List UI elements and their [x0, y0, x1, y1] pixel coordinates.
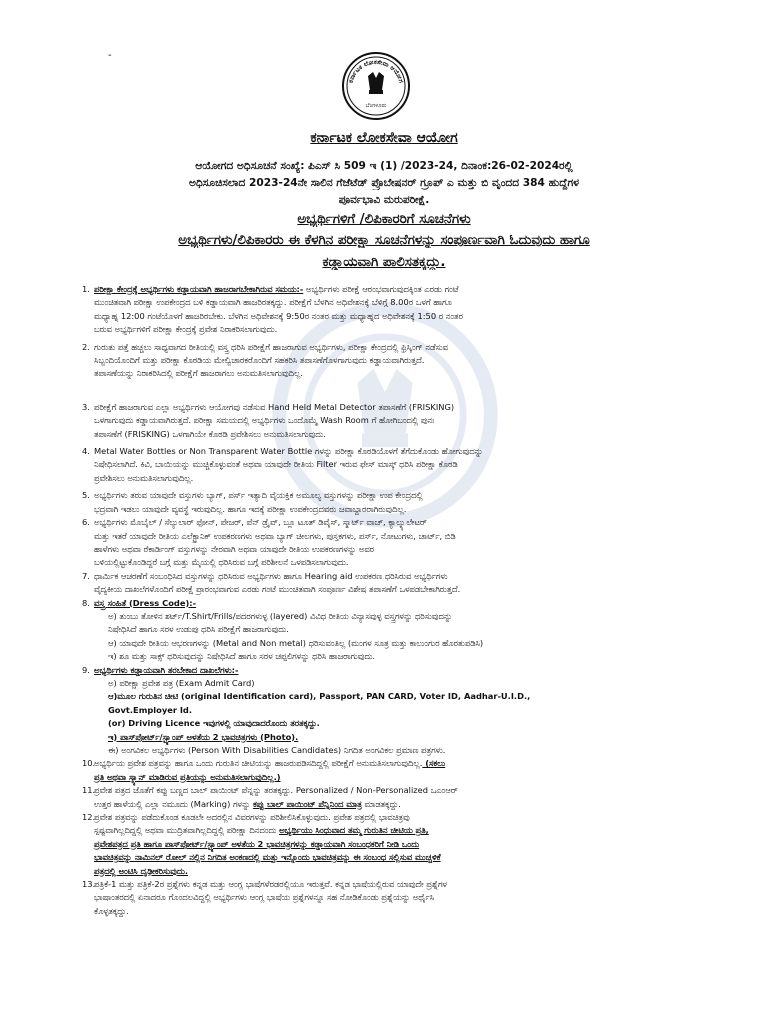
- instructions-list: [82, 283, 687, 918]
- item-sub: ಆ) ಯಾವುದೇ ರೀತಿಯ ಆಭರಣಗಳನ್ನು (Metal and Non metal) ಧರಿಸುವಂತಿಲ್ಲ (ಮಂಗಳ ಸೂತ್ರ ಮತ್ತು ಕಾಲುಂಗುರ ಹೊರತುಪಡಿಸಿ): [108, 637, 484, 648]
- item-number: 13.: [82, 879, 96, 890]
- item-sub: ಅ) ಪರೀಕ್ಷಾ ಪ್ರವೇಶ ಪತ್ರ (Exam Admit Card): [108, 677, 255, 688]
- item-number: 10.: [82, 758, 96, 769]
- item-text: ಅಭ್ಯರ್ಥಿಗಳು ಪರೀಕ್ಷೆ ಆರಂಭವಾಗುವುದಕ್ಕಿಂತ ಎರಡು ಗಂಟೆ ಮುಂಚಿತವಾಗಿ ಪರೀಕ್ಷಾ ಉಪಕೇಂದ್ರದ ಬಳಿ ಕಡ್ಡಾಯವಾಗಿ ಹಾಜರಿರತಕ್ಕದ್ದು. ಪರೀಕ್ಷೆಗೆ ಬೆಳಗಿನ ಅಧಿವೇಶನಕ್ಕೆ ಬೆಳಿಗ್ಗೆ 8.00ರ ಒಳಗೆ ಹಾಗೂ ಮಧ್ಯಾಹ್ನ 12:00 ಗಂಟೆಯೊಳಗೆ ಹಾಜರಿರಬೇಕು. ಬೆಳಗಿನ ಅಧಿವೇಶನಕ್ಕೆ 9:50ರ ನಂತರ ಮತ್ತು ಮಧ್ಯಾಹ್ನದ ಅಧಿವೇಶನಕ್ಕೆ 1:50 ರ ನಂತರ ಬರುವ ಅಭ್ಯರ್ಥಿಗಳಿಗೆ ಪರೀಕ್ಷಾ ಕೇಂದ್ರಕ್ಕೆ ಪ್ರವೇಶ ನಿರಾಕರಿಸಲಾಗುವುದು.: [94, 284, 463, 335]
- item-number: 6.: [82, 517, 90, 528]
- item-text: ಅಭ್ಯರ್ಥಿಯ ಪ್ರವೇಶ ಪತ್ರವನ್ನು ಹಾಗೂ ಒಂದು ಗುರುತಿನ ಚೀಟಿಯನ್ನು ಹಾಜರುಪಡಿಸದಿದ್ದಲ್ಲಿ ಪರೀಕ್ಷೆಗೆ ಅನುಮತಿಸಲಾಗುವುದಿಲ್ಲ.: [94, 758, 423, 769]
- item-lead: ವಸ್ತ್ರ ಸಂಹಿತೆ (Dress Code):-: [94, 597, 197, 608]
- list-item: [82, 516, 687, 570]
- item-lead: ಪರೀಕ್ಷಾ ಕೇಂದ್ರಕ್ಕೆ ಅಭ್ಯರ್ಥಿಗಳು ಕಡ್ಡಾಯವಾಗಿ ಹಾಜರಾಗಬೇಕಾಗಿರುವ ಸಮಯ:-: [94, 284, 304, 294]
- item-tail: ಕಪ್ಪು ಬಾಲ್ ಪಾಯಿಂಟ್ ಪೆನ್ನಿನಿಂದ ಮಾತ್ರ: [252, 798, 362, 809]
- item-sub: (or) Driving Licence ಇವುಗಳಲ್ಲಿ ಯಾವುದಾದರೊಂದು ತರತಕ್ಕದ್ದು.: [108, 718, 320, 729]
- svg-text:ಕರ್ನಾಟಕ ಲೋಕಸೇವಾ ಆಯೋಗ: ಕರ್ನಾಟಕ ಲೋಕಸೇವಾ ಆಯೋಗ: [347, 58, 405, 84]
- item-number: 9.: [82, 664, 90, 675]
- notification-line-2: ಅಧಿಸೂಚಿಸಲಾದ 2023-24ನೇ ಸಾಲಿನ ಗೆಜೆಟೆಡ್ ಪ್ರೊಬೇಷನರ್ ಗ್ರೂಪ್ ಎ ಮತ್ತು ಬಿ ವೃಂದದ 384 ಹುದ್ದೆಗಳ: [188, 177, 580, 189]
- item-number: 12.: [82, 812, 96, 823]
- doc-title: ಕರ್ನಾಟಕ ಲೋಕಸೇವಾ ಆಯೋಗ: [310, 130, 458, 146]
- item-text: ಪ್ರವೇಶ ಪತ್ರದ ಜೊತೆಗೆ ಕಪ್ಪು ಬಣ್ಣದ ಬಾಲ್ ಪಾಯಿಂಟ್ ಪೆನ್ನನ್ನು ತರತಕ್ಕದ್ದು. Personalized / Non-Personalized ಒಎಂಆರ್ ಉತ್ತರ ಹಾಳೆಯಲ್ಲಿ ಎಲ್ಲಾ ನಮೂದು (Marking) ಗಳನ್ನು: [94, 785, 458, 809]
- item-number: 4.: [82, 446, 90, 457]
- item-number: 2.: [82, 341, 90, 352]
- list-item: [82, 570, 687, 597]
- instructions-heading: ಅಭ್ಯರ್ಥಿಗಳಿಗೆ /ಲಿಪಿಕಾರರಿಗೆ ಸೂಚನೆಗಳು: [297, 212, 471, 227]
- list-item: [82, 597, 687, 664]
- item-text: ಪ್ರವೇಶ ಪತ್ರವನ್ನು ಪಡೆದುಕೊಂಡ ಕೂಡಲೇ ಅದರಲ್ಲಿನ ವಿವರಗಳನ್ನು ಪರಿಶೀಲಿಸಿಕೊಳ್ಳುವುದು. ಪ್ರವೇಶ ಪತ್ರದಲ್ಲಿ ಭಾವಚಿತ್ರವು ಸ್ಪಷ್ಟವಾಗಿಲ್ಲದಿದ್ದಲ್ಲಿ ಅಥವಾ ಮುದ್ರಿತವಾಗಿಲ್ಲದಿದ್ದಲ್ಲಿ ಪರೀಕ್ಷಾ ದಿನದಂದು: [94, 812, 410, 836]
- item-tail: (ಸಕಲು ಪ್ರತಿ ಅಥವಾ ಸ್ಕ್ಯಾನ್ ಮಾಡಿರುವ ಪ್ರತಿಯನ್ನು ಅನುಮತಿಸಲಾಗುವುದಿಲ್ಲ.): [94, 758, 446, 782]
- item-number: 5.: [82, 490, 90, 501]
- list-item: [82, 878, 687, 918]
- svg-text:ಬೆಂಗಳೂರು: ಬೆಂಗಳೂರು: [365, 103, 387, 109]
- list-item: [82, 489, 687, 516]
- item-text: ಧಾರ್ಮಿಕ ಆಚರಣೆಗೆ ಸಂಬಂಧಿಸಿದ ವಸ್ತುಗಳನ್ನು ಧರಿಸಿರುವ ಅಭ್ಯರ್ಥಿಗಳು ಹಾಗೂ Hearing aid ಉಪಕರಣ ಧರಿಸಿರುವ ಅಭ್ಯರ್ಥಿಗಳು ವೈದ್ಯಕೀಯ ದಾಖಲೆಗಳೊಂದಿಗೆ ಪರೀಕ್ಷೆ ಪ್ರಾರಂಭವಾಗುವ ಎರಡು ಗಂಟೆ ಮುಂಚಿತವಾಗಿ ಸಂಪೂರ್ಣ ವಿಶೇಷ ತಪಾಸಣೆಗೆ ಒಳಪಡಬೇಕಾಗಿರುತ್ತದೆ.: [94, 570, 461, 595]
- item-sub: ಇ) ಶೂ ಮತ್ತು ಸಾಕ್ಸ್ ಧರಿಸುವುದನ್ನು ನಿಷೇಧಿಸಿದೆ ಹಾಗೂ ಸರಳ ಚಪ್ಪಲಿಗಳನ್ನು ಧರಿಸಿ ಹಾಜರಾಗುವುದು.: [108, 651, 376, 662]
- item-number: 1.: [82, 284, 90, 294]
- item-text: ಅಭ್ಯರ್ಥಿಗಳು ಮೊಬೈಲ್ / ಸೆಲ್ಯುಲಾರ್ ಫೋನ್, ಪೇಜರ್, ಪೆನ್ ಡ್ರೈವ್, ಬ್ಲೂ ಟೂತ್ ಡಿವೈಸ್, ಸ್ಮಾರ್ಟ್ ವಾಚ್, ಕ್ಯಾಲ್ಕ್ಯುಲೇಟರ್ ಮತ್ತು ಇತರೆ ಯಾವುದೇ ರೀತಿಯ ಎಲೆಕ್ಟ್ರಾನಿಕ್ ಉಪಕರಣಗಳು ಅಥವಾ ಬ್ಯಾಗ್ ಚೀಲಗಳು, ಪುಸ್ತಕಗಳು, ಪರ್ಸ್, ನೋಟುಗಳು, ಚಾರ್ಟ್, ಬಿಡಿ ಹಾಳೆಗಳು ಅಥವಾ ರೆಕಾರ್ಡಿಂಗ್ ವಸ್ತುಗಳನ್ನು ನೇರವಾಗಿ ಅಥವಾ ಯಾವುದೇ ರೀತಿಯ ಉಪಕರಣಗಳನ್ನು ಅವರ ಬಳಿಯಲ್ಲಿಟ್ಟುಕೊಂಡಿದ್ದರೆ ಬಗ್ಗೆ ಮತ್ತು ಮೈಯಲ್ಲಿ ಧರಿಸಿರುವ ಬಗ್ಗೆ ಪರಿಶೀಲನೆ ಒಳಪಡಿಸಲಾಗುವುದು.: [94, 517, 456, 568]
- instructions-subheading-1: ಅಭ್ಯರ್ಥಿಗಳು/ಲಿಪಿಕಾರರು ಈ ಕೆಳಗಿನ ಪರೀಕ್ಷಾ ಸೂಚನೆಗಳನ್ನು ಸಂಪೂರ್ಣವಾಗಿ ಓದುವುದು ಹಾಗೂ: [178, 233, 590, 248]
- item-sub: ಅ) ತುಂಬು ತೋಳಿನ ಶರ್ಟ್/T.Shirt/Frills/ಪದರಗಳುಳ್ಳ (layered) ವಿವಿಧ ರೀತಿಯ ವಿನ್ಯಾಸವುಳ್ಳ ವಸ್ತ್ರಗಳನ್ನು ಧರಿಸುವುದನ್ನು ನಿಷೇಧಿಸಿದೆ ಹಾಗೂ ಸರಳ ಉಡುಪು ಧರಿಸಿ ಪರೀಕ್ಷೆಗೆ ಹಾಜರಾಗುವುದು.: [108, 610, 453, 635]
- item-text: ಗುರುತು ಪತ್ತೆ ಹಚ್ಚಲು ಸಾಧ್ಯವಾಗದ ರೀತಿಯಲ್ಲಿ ವಸ್ತ್ರ ಧರಿಸಿ ಪರೀಕ್ಷೆಗೆ ಹಾಜರಾಗುವ ಅಭ್ಯರ್ಥಿಗಳು, ಪರೀಕ್ಷಾ ಕೇಂದ್ರದಲ್ಲಿ ಫ್ರಿಸ್ಕಿಂಗ್ ನಡೆಸುವ ಸಿಬ್ಬಂದಿಯೊಂದಿಗೆ ಮತ್ತು ಪರೀಕ್ಷಾ ಕೊಠಡಿಯ ಮೇಲ್ವಿಚಾರಕರೊಂದಿಗೆ ಸಹಕರಿಸಿ ತಪಾಸಣೆಗೊಳಗಾಗುವುದು ಕಡ್ಡಾಯವಾಗಿರುತ್ತದೆ. ತಪಾಸಣೆಯನ್ನು ನಿರಾಕರಿಸಿದಲ್ಲಿ ಪರೀಕ್ಷೆಗೆ ಹಾಜರಾಗಲು ಅನುಮತಿಸಲಾಗುವುದಿಲ್ಲ.: [94, 341, 448, 379]
- list-item: [82, 401, 687, 441]
- item-text: ಪರೀಕ್ಷೆಗೆ ಹಾಜರಾಗುವ ಎಲ್ಲಾ ಅಭ್ಯರ್ಥಿಗಳು ಆಯೋಗವು ನಡೆಸುವ Hand Held Metal Detector ತಪಾಸಣೆಗೆ (FRISKING) ಒಳಗಾಗುವುದು ಕಡ್ಡಾಯವಾಗಿರುತ್ತದೆ. ಪರೀಕ್ಷಾ ಸಮಯದಲ್ಲಿ ಅಭ್ಯರ್ಥಿಗಳು ಒಂದೊಮ್ಮೆ Wash Room ಗೆ ಹೋಗಿಬಂದಲ್ಲಿ ಪುನಃ ತಪಾಸಣೆಗೆ (FRISKING) ಒಳಗಾಗಿಯೇ ಕೊಠಡಿ ಪ್ರವೇಶಿಸಲು ಅನುಮತಿಸಲಾಗುವುದು.: [94, 401, 455, 439]
- item-number: 3.: [82, 401, 90, 412]
- instructions-subheading-2: ಕಡ್ಡಾಯವಾಗಿ ಪಾಲಿಸತಕ್ಕದ್ದು.: [322, 255, 446, 270]
- list-item: [82, 283, 687, 337]
- item-text: ಪತ್ರಿಕೆ-1 ಮತ್ತು ಪತ್ರಿಕೆ-2ರ ಪ್ರಶ್ನೆಗಳು ಕನ್ನಡ ಮತ್ತು ಆಂಗ್ಲ ಭಾಷೆಗಳೆರಡರಲ್ಲಿಯೂ ಇರುತ್ತವೆ. ಕನ್ನಡ ಭಾಷೆಯಲ್ಲಿರುವ ಯಾವುದೇ ಪ್ರಶ್ನೆಗಳ ಭಾಷಾಂತರದಲ್ಲಿ ಏನಾದರೂ ಗೊಂದಲವಿದ್ದಲ್ಲಿ ಅಭ್ಯರ್ಥಿಗಳು ಆಂಗ್ಲ ಭಾಷೆಯ ಪ್ರಶ್ನೆಗಳನ್ನೂ ಸಹ ನೋಡಿಕೊಂಡು ಪ್ರಶ್ನೆಯನ್ನು ಅರ್ಥೈಸಿ ಕೊಳ್ಳತಕ್ಕದ್ದು.: [94, 879, 447, 916]
- item-text: Metal Water Bottles or Non Transparent Water Bottle ಗಳನ್ನು ಪರೀಕ್ಷಾ ಕೊಠಡಿಯೊಳಗೆ ತೆಗೆದುಕೊಂಡು ಹೋಗುವುದನ್ನು ನಿಷೇಧಿಸಲಾಗಿದೆ. ಕಿವಿ, ಬಾಯಿಯನ್ನು ಮುಚ್ಚಿಕೊಳ್ಳುವಂತೆ ಅಥವಾ ಯಾವುದೇ ರೀತಿಯ Filter ಇರುವ ಫೇಸ್ ಮಾಸ್ಕ್ ಧರಿಸಿ ಪರೀಕ್ಷಾ ಕೊಠಡಿ ಪ್ರವೇಶಿಸಲು ಅನುಮತಿಸಲಾಗುವುದಿಲ್ಲ.: [94, 446, 483, 483]
- item-end: ಮಾಡತಕ್ಕದ್ದು.: [361, 798, 401, 809]
- item-number: 11.: [82, 785, 96, 796]
- list-item: [82, 445, 687, 485]
- list-item: [82, 811, 687, 878]
- list-item: [82, 784, 687, 811]
- item-number: 8.: [82, 597, 90, 608]
- notification-line-1: ಆಯೋಗದ ಅಧಿಸೂಚನೆ ಸಂಖ್ಯೆ: ಪಿಎಸ್ ಸಿ 509 ಇ (1) /2023-24, ದಿನಾಂಕ:26-02-2024ರಲ್ಲಿ: [195, 160, 573, 172]
- item-sub: ಇ) ಪಾಸ್‌ಪೋರ್ಟ್/ಸ್ಟ್ಯಾಂಪ್ ಅಳತೆಯ 2 ಭಾವಚಿತ್ರಗಳು (Photo).: [108, 731, 299, 742]
- notification-line-3: ಪೂರ್ವಭಾವಿ ಮರುಪರೀಕ್ಷೆ.: [338, 194, 430, 206]
- page-mark: -: [108, 50, 112, 61]
- kpsc-seal-icon: [340, 50, 412, 122]
- list-item: [82, 757, 687, 784]
- item-sub: ಆ)ಮೂಲ ಗುರುತಿನ ಚೀಟಿ (original Identification card), Passport, PAN CARD, Voter ID, Aadhar-U.I.D., Govt.Employer Id.: [108, 691, 531, 715]
- list-item: [82, 664, 687, 758]
- item-sub: ಈ) ಅಂಗವಿಕಲ ಅಭ್ಯರ್ಥಿಗಳು (Person With Disabilities Candidates) ನಿಗದಿತ ಅಂಗವಿಕಲ ಪ್ರಮಾಣ ಪತ್ರಗಳು.: [108, 745, 446, 755]
- list-item: [82, 341, 687, 381]
- item-lead: ಅಭ್ಯರ್ಥಿಗಳು ಕಡ್ಡಾಯವಾಗಿ ತರಬೇಕಾದ ದಾಖಲೆಗಳು:-: [94, 664, 239, 675]
- item-number: 7.: [82, 570, 90, 581]
- item-tail: ಅಭ್ಯರ್ಥಿಯು ಸಿಂಧುವಾದ ತಮ್ಮ ಗುರುತಿನ ಚೀಟಿಯ ಪ್ರತಿ, ಪ್ರವೇಶಪತ್ರದ ಪ್ರತಿ ಹಾಗೂ ಪಾಸ್‌ಪೋರ್ಟ್/ಸ್ಟ್ಯಾಂಪ್ ಅಳತೆಯ 2 ಭಾವಚಿತ್ರಗಳನ್ನು ಕಡ್ಡಾಯವಾಗಿ ಸಂಬಂಧಕರಿಗೆ ನೀಡಿ ಒಂದು ಭಾವಚಿತ್ರವನ್ನು ನಾಮಿನಲ್ ರೋಲ್ ನಲ್ಲಿನ ನಿಗದಿತ ಅಂಕಣದಲ್ಲಿ ಮತ್ತು ಇನ್ನೊಂದು ಭಾವಚಿತ್ರವನ್ನು ಈ ಸಂಬಂಧ ಸಲ್ಲಿಸುವ ಮುಚ್ಚಳಿಕೆ ಪತ್ರದಲ್ಲಿ ಅಂಟಿಸಿ ದೃಢೀಕರಿಸುವುದು.: [94, 825, 441, 876]
- item-text: ಅಭ್ಯರ್ಥಿಗಳು ತರುವ ಯಾವುದೇ ವಸ್ತುಗಳು ಬ್ಯಾಗ್, ಪರ್ಸ್ ಇತ್ಯಾದಿ ವೈಯಕ್ತಿಕ ಅಮೂಲ್ಯ ವಸ್ತುಗಳನ್ನು ಪರೀಕ್ಷಾ ಉಪ ಕೇಂದ್ರದಲ್ಲಿ ಭದ್ರವಾಗಿ ಇಡಲು ಯಾವುದೇ ವ್ಯವಸ್ಥೆ ಇರುವುದಿಲ್ಲ. ಹಾಗೂ ಇದಕ್ಕೆ ಪರೀಕ್ಷಾ ಉಪಕೇಂದ್ರದವರು ಜವಾಬ್ದಾರರಾಗಿರುವುದಿಲ್ಲ.: [94, 490, 423, 514]
